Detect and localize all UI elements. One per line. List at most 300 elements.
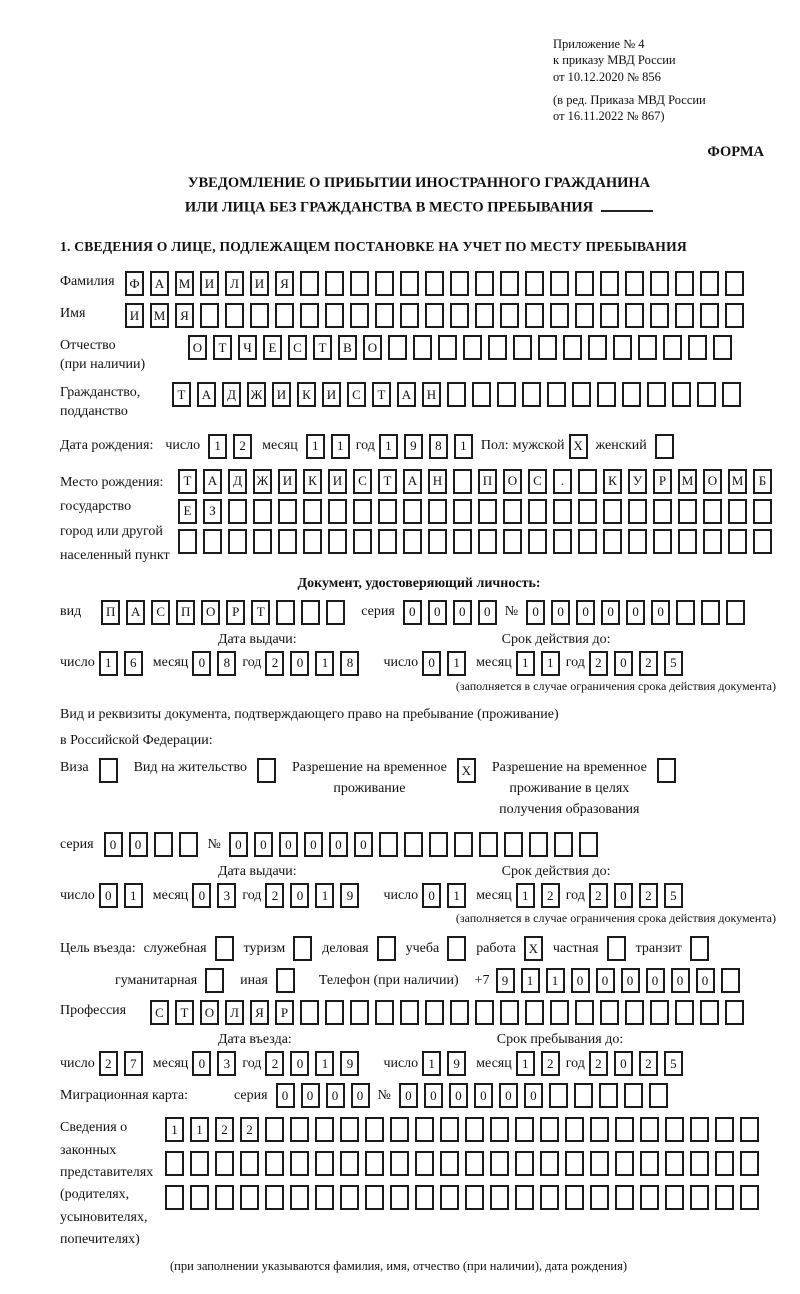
char-box[interactable]: 9: [496, 968, 515, 993]
char-box[interactable]: 0: [453, 600, 472, 625]
char-box[interactable]: 1: [541, 651, 560, 676]
char-box[interactable]: [578, 499, 597, 524]
char-box[interactable]: Я: [275, 271, 294, 296]
char-box[interactable]: 0: [621, 968, 640, 993]
char-box[interactable]: [553, 529, 572, 554]
char-box[interactable]: 0: [403, 600, 422, 625]
char-box[interactable]: [190, 1185, 209, 1210]
char-box[interactable]: 1: [422, 1051, 441, 1076]
identity-issue-month[interactable]: [192, 651, 236, 676]
char-box[interactable]: [447, 382, 466, 407]
char-box[interactable]: [365, 1117, 384, 1142]
char-box[interactable]: Ф: [125, 271, 144, 296]
char-box[interactable]: Д: [222, 382, 241, 407]
char-box[interactable]: [340, 1117, 359, 1142]
char-box[interactable]: С: [288, 335, 307, 360]
char-box[interactable]: [647, 382, 666, 407]
char-box[interactable]: У: [628, 469, 647, 494]
char-box[interactable]: [625, 271, 644, 296]
char-box[interactable]: С: [353, 469, 372, 494]
char-box[interactable]: [625, 303, 644, 328]
char-box[interactable]: 5: [664, 1051, 683, 1076]
char-box[interactable]: [575, 271, 594, 296]
char-box[interactable]: 2: [541, 883, 560, 908]
char-box[interactable]: Р: [653, 469, 672, 494]
char-box[interactable]: [549, 1083, 568, 1108]
char-box[interactable]: [447, 936, 466, 961]
char-box[interactable]: [340, 1151, 359, 1176]
char-box[interactable]: [478, 499, 497, 524]
char-box[interactable]: [725, 1000, 744, 1025]
char-box[interactable]: [638, 335, 657, 360]
char-box[interactable]: [453, 499, 472, 524]
identity-number-boxes[interactable]: [526, 600, 745, 625]
char-box[interactable]: [490, 1185, 509, 1210]
char-box[interactable]: 2: [265, 883, 284, 908]
purpose-private-checkbox[interactable]: [599, 936, 626, 961]
char-box[interactable]: [672, 382, 691, 407]
char-box[interactable]: [463, 335, 482, 360]
char-box[interactable]: [615, 1151, 634, 1176]
char-box[interactable]: [465, 1151, 484, 1176]
char-box[interactable]: [540, 1185, 559, 1210]
char-box[interactable]: Т: [378, 469, 397, 494]
residence-number-boxes[interactable]: [229, 832, 598, 857]
purpose-humanitarian-checkbox[interactable]: [197, 968, 224, 993]
char-box[interactable]: М: [150, 303, 169, 328]
char-box[interactable]: [553, 499, 572, 524]
char-box[interactable]: 8: [217, 651, 236, 676]
char-box[interactable]: [665, 1151, 684, 1176]
char-box[interactable]: [228, 529, 247, 554]
residence-permit-checkbox[interactable]: [247, 757, 276, 783]
char-box[interactable]: Т: [372, 382, 391, 407]
char-box[interactable]: [479, 832, 498, 857]
char-box[interactable]: 0: [696, 968, 715, 993]
char-box[interactable]: [690, 1151, 709, 1176]
phone-boxes[interactable]: [496, 968, 740, 993]
char-box[interactable]: [301, 600, 320, 625]
char-box[interactable]: [513, 335, 532, 360]
entry-month[interactable]: [192, 1051, 236, 1076]
char-box[interactable]: 0: [329, 832, 348, 857]
char-box[interactable]: [453, 469, 472, 494]
char-box[interactable]: [425, 303, 444, 328]
char-box[interactable]: 1: [516, 651, 535, 676]
char-box[interactable]: [325, 303, 344, 328]
char-box[interactable]: [725, 271, 744, 296]
char-box[interactable]: [753, 529, 772, 554]
char-box[interactable]: [550, 1000, 569, 1025]
char-box[interactable]: [525, 271, 544, 296]
char-box[interactable]: 2: [99, 1051, 118, 1076]
char-box[interactable]: 1: [99, 651, 118, 676]
char-box[interactable]: 0: [192, 883, 211, 908]
char-box[interactable]: [590, 1151, 609, 1176]
char-box[interactable]: 0: [304, 832, 323, 857]
char-box[interactable]: [578, 469, 597, 494]
char-box[interactable]: Д: [228, 469, 247, 494]
char-box[interactable]: [490, 1117, 509, 1142]
char-box[interactable]: [350, 303, 369, 328]
char-box[interactable]: 1: [306, 434, 325, 459]
char-box[interactable]: [365, 1185, 384, 1210]
char-box[interactable]: 0: [326, 1083, 345, 1108]
char-box[interactable]: [504, 832, 523, 857]
char-box[interactable]: А: [203, 469, 222, 494]
char-box[interactable]: 2: [639, 1051, 658, 1076]
char-box[interactable]: 0: [192, 651, 211, 676]
given-name-boxes[interactable]: [125, 303, 744, 328]
char-box[interactable]: [350, 1000, 369, 1025]
residence-issue-year[interactable]: [265, 883, 359, 908]
char-box[interactable]: Я: [250, 1000, 269, 1025]
representatives-row2[interactable]: [165, 1151, 759, 1176]
char-box[interactable]: [440, 1151, 459, 1176]
char-box[interactable]: [475, 271, 494, 296]
char-box[interactable]: Е: [263, 335, 282, 360]
char-box[interactable]: [657, 758, 676, 783]
char-box[interactable]: [240, 1151, 259, 1176]
char-box[interactable]: [726, 600, 745, 625]
birth-place-row3[interactable]: [178, 529, 772, 554]
char-box[interactable]: 0: [104, 832, 123, 857]
char-box[interactable]: 2: [265, 1051, 284, 1076]
char-box[interactable]: [565, 1117, 584, 1142]
char-box[interactable]: [265, 1151, 284, 1176]
sex-male-checkbox[interactable]: [569, 434, 588, 459]
char-box[interactable]: [678, 529, 697, 554]
char-box[interactable]: [472, 382, 491, 407]
char-box[interactable]: [453, 529, 472, 554]
representatives-row3[interactable]: [165, 1185, 759, 1210]
char-box[interactable]: [688, 335, 707, 360]
char-box[interactable]: О: [200, 1000, 219, 1025]
char-box[interactable]: [728, 529, 747, 554]
char-box[interactable]: [575, 303, 594, 328]
char-box[interactable]: 2: [541, 1051, 560, 1076]
char-box[interactable]: 9: [340, 1051, 359, 1076]
char-box[interactable]: 1: [124, 883, 143, 908]
char-box[interactable]: О: [703, 469, 722, 494]
char-box[interactable]: [429, 832, 448, 857]
char-box[interactable]: [300, 271, 319, 296]
char-box[interactable]: 2: [589, 883, 608, 908]
char-box[interactable]: [465, 1185, 484, 1210]
char-box[interactable]: [597, 382, 616, 407]
representatives-row1[interactable]: [165, 1117, 759, 1142]
char-box[interactable]: К: [297, 382, 316, 407]
char-box[interactable]: [415, 1185, 434, 1210]
char-box[interactable]: [465, 1117, 484, 1142]
char-box[interactable]: 6: [124, 651, 143, 676]
char-box[interactable]: С: [150, 1000, 169, 1025]
char-box[interactable]: [500, 271, 519, 296]
char-box[interactable]: 0: [422, 883, 441, 908]
char-box[interactable]: [440, 1117, 459, 1142]
char-box[interactable]: 8: [340, 651, 359, 676]
char-box[interactable]: 0: [279, 832, 298, 857]
char-box[interactable]: 0: [354, 832, 373, 857]
char-box[interactable]: 0: [551, 600, 570, 625]
char-box[interactable]: [378, 499, 397, 524]
residence-issue-day[interactable]: [99, 883, 143, 908]
char-box[interactable]: [603, 529, 622, 554]
char-box[interactable]: 0: [129, 832, 148, 857]
char-box[interactable]: .: [553, 469, 572, 494]
char-box[interactable]: [650, 1000, 669, 1025]
char-box[interactable]: [278, 499, 297, 524]
identity-expiry-day[interactable]: [422, 651, 466, 676]
char-box[interactable]: [179, 832, 198, 857]
char-box[interactable]: [525, 303, 544, 328]
char-box[interactable]: Н: [428, 469, 447, 494]
purpose-study-checkbox[interactable]: [439, 936, 466, 961]
char-box[interactable]: 0: [351, 1083, 370, 1108]
char-box[interactable]: [675, 303, 694, 328]
char-box[interactable]: [365, 1151, 384, 1176]
char-box[interactable]: 0: [614, 1051, 633, 1076]
char-box[interactable]: [450, 271, 469, 296]
char-box[interactable]: [215, 1185, 234, 1210]
char-box[interactable]: 0: [290, 651, 309, 676]
char-box[interactable]: [400, 303, 419, 328]
temp-residence-education-checkbox[interactable]: [647, 757, 676, 783]
temp-residence-checkbox[interactable]: [447, 757, 476, 783]
char-box[interactable]: [550, 303, 569, 328]
char-box[interactable]: [600, 303, 619, 328]
char-box[interactable]: Т: [313, 335, 332, 360]
char-box[interactable]: [715, 1185, 734, 1210]
char-box[interactable]: О: [201, 600, 220, 625]
char-box[interactable]: [624, 1083, 643, 1108]
char-box[interactable]: [655, 434, 674, 459]
char-box[interactable]: 2: [589, 1051, 608, 1076]
char-box[interactable]: 0: [524, 1083, 543, 1108]
char-box[interactable]: [253, 499, 272, 524]
char-box[interactable]: Ч: [238, 335, 257, 360]
char-box[interactable]: [574, 1083, 593, 1108]
char-box[interactable]: 5: [664, 651, 683, 676]
char-box[interactable]: [653, 529, 672, 554]
surname-boxes[interactable]: [125, 271, 744, 296]
char-box[interactable]: [99, 758, 118, 783]
char-box[interactable]: [257, 758, 276, 783]
char-box[interactable]: [438, 335, 457, 360]
char-box[interactable]: [390, 1151, 409, 1176]
char-box[interactable]: О: [503, 469, 522, 494]
char-box[interactable]: [628, 499, 647, 524]
char-box[interactable]: 2: [589, 651, 608, 676]
char-box[interactable]: [625, 1000, 644, 1025]
char-box[interactable]: [675, 1000, 694, 1025]
char-box[interactable]: 2: [233, 434, 252, 459]
char-box[interactable]: 1: [315, 1051, 334, 1076]
char-box[interactable]: [703, 499, 722, 524]
char-box[interactable]: [428, 529, 447, 554]
char-box[interactable]: [315, 1151, 334, 1176]
char-box[interactable]: [413, 335, 432, 360]
char-box[interactable]: [353, 499, 372, 524]
char-box[interactable]: [703, 529, 722, 554]
char-box[interactable]: [740, 1117, 759, 1142]
char-box[interactable]: [640, 1117, 659, 1142]
char-box[interactable]: 0: [99, 883, 118, 908]
char-box[interactable]: Р: [226, 600, 245, 625]
char-box[interactable]: А: [403, 469, 422, 494]
char-box[interactable]: [663, 335, 682, 360]
char-box[interactable]: [740, 1185, 759, 1210]
char-box[interactable]: 0: [478, 600, 497, 625]
birth-place-row2[interactable]: [178, 499, 772, 524]
purpose-official-checkbox[interactable]: [207, 936, 234, 961]
identity-issue-day[interactable]: [99, 651, 143, 676]
char-box[interactable]: [575, 1000, 594, 1025]
char-box[interactable]: А: [126, 600, 145, 625]
char-box[interactable]: 3: [217, 883, 236, 908]
char-box[interactable]: 0: [646, 968, 665, 993]
char-box[interactable]: Т: [175, 1000, 194, 1025]
identity-vid-boxes[interactable]: [101, 600, 345, 625]
char-box[interactable]: [478, 529, 497, 554]
char-box[interactable]: [315, 1117, 334, 1142]
char-box[interactable]: [600, 271, 619, 296]
char-box[interactable]: [415, 1117, 434, 1142]
char-box[interactable]: [650, 303, 669, 328]
char-box[interactable]: [503, 499, 522, 524]
char-box[interactable]: П: [101, 600, 120, 625]
identity-expiry-year[interactable]: [589, 651, 683, 676]
char-box[interactable]: [528, 499, 547, 524]
char-box[interactable]: А: [197, 382, 216, 407]
char-box[interactable]: [547, 382, 566, 407]
char-box[interactable]: [607, 936, 626, 961]
char-box[interactable]: [665, 1117, 684, 1142]
char-box[interactable]: [722, 382, 741, 407]
char-box[interactable]: [665, 1185, 684, 1210]
stay-month[interactable]: [516, 1051, 560, 1076]
char-box[interactable]: [378, 529, 397, 554]
char-box[interactable]: 7: [124, 1051, 143, 1076]
char-box[interactable]: [500, 1000, 519, 1025]
char-box[interactable]: [428, 499, 447, 524]
char-box[interactable]: [522, 382, 541, 407]
char-box[interactable]: К: [603, 469, 622, 494]
char-box[interactable]: [300, 303, 319, 328]
char-box[interactable]: Т: [213, 335, 232, 360]
identity-series-boxes[interactable]: [403, 600, 497, 625]
char-box[interactable]: Т: [251, 600, 270, 625]
citizenship-boxes[interactable]: [172, 382, 741, 407]
char-box[interactable]: [700, 271, 719, 296]
char-box[interactable]: И: [272, 382, 291, 407]
char-box[interactable]: [350, 271, 369, 296]
visa-checkbox[interactable]: [89, 757, 118, 783]
char-box[interactable]: [538, 335, 557, 360]
char-box[interactable]: [290, 1185, 309, 1210]
char-box[interactable]: 2: [240, 1117, 259, 1142]
char-box[interactable]: [599, 1083, 618, 1108]
char-box[interactable]: Л: [225, 1000, 244, 1025]
purpose-other-checkbox[interactable]: [268, 968, 295, 993]
char-box[interactable]: В: [338, 335, 357, 360]
char-box[interactable]: [400, 1000, 419, 1025]
char-box[interactable]: [200, 303, 219, 328]
char-box[interactable]: [253, 529, 272, 554]
char-box[interactable]: 0: [671, 968, 690, 993]
char-box[interactable]: Б: [753, 469, 772, 494]
char-box[interactable]: 2: [265, 651, 284, 676]
char-box[interactable]: [678, 499, 697, 524]
char-box[interactable]: [565, 1151, 584, 1176]
char-box[interactable]: [165, 1185, 184, 1210]
char-box[interactable]: [404, 832, 423, 857]
char-box[interactable]: [276, 600, 295, 625]
migration-number-boxes[interactable]: [399, 1083, 668, 1108]
char-box[interactable]: 2: [215, 1117, 234, 1142]
char-box[interactable]: [515, 1151, 534, 1176]
char-box[interactable]: 1: [379, 434, 398, 459]
char-box[interactable]: А: [397, 382, 416, 407]
char-box[interactable]: [315, 1185, 334, 1210]
char-box[interactable]: [701, 600, 720, 625]
char-box[interactable]: [403, 529, 422, 554]
identity-expiry-month[interactable]: [516, 651, 560, 676]
char-box[interactable]: 0: [614, 883, 633, 908]
char-box[interactable]: 1: [447, 651, 466, 676]
char-box[interactable]: [379, 832, 398, 857]
char-box[interactable]: [415, 1151, 434, 1176]
char-box[interactable]: [721, 968, 740, 993]
char-box[interactable]: [490, 1151, 509, 1176]
char-box[interactable]: [628, 529, 647, 554]
char-box[interactable]: Ж: [247, 382, 266, 407]
char-box[interactable]: X: [569, 434, 588, 459]
char-box[interactable]: 0: [254, 832, 273, 857]
char-box[interactable]: [713, 335, 732, 360]
char-box[interactable]: 0: [290, 883, 309, 908]
char-box[interactable]: З: [203, 499, 222, 524]
char-box[interactable]: 3: [217, 1051, 236, 1076]
char-box[interactable]: [529, 832, 548, 857]
char-box[interactable]: 0: [596, 968, 615, 993]
char-box[interactable]: [340, 1185, 359, 1210]
char-box[interactable]: 1: [208, 434, 227, 459]
char-box[interactable]: [450, 303, 469, 328]
purpose-work-checkbox[interactable]: [516, 936, 543, 961]
char-box[interactable]: [403, 499, 422, 524]
char-box[interactable]: [475, 303, 494, 328]
char-box[interactable]: 0: [301, 1083, 320, 1108]
char-box[interactable]: [528, 529, 547, 554]
char-box[interactable]: [525, 1000, 544, 1025]
char-box[interactable]: 0: [651, 600, 670, 625]
char-box[interactable]: 1: [521, 968, 540, 993]
char-box[interactable]: 0: [229, 832, 248, 857]
char-box[interactable]: 0: [474, 1083, 493, 1108]
char-box[interactable]: Е: [178, 499, 197, 524]
char-box[interactable]: [565, 1185, 584, 1210]
char-box[interactable]: [375, 1000, 394, 1025]
char-box[interactable]: [265, 1185, 284, 1210]
char-box[interactable]: [353, 529, 372, 554]
char-box[interactable]: [650, 271, 669, 296]
char-box[interactable]: [500, 303, 519, 328]
char-box[interactable]: 2: [639, 651, 658, 676]
char-box[interactable]: 0: [290, 1051, 309, 1076]
entry-day[interactable]: [99, 1051, 143, 1076]
char-box[interactable]: [475, 1000, 494, 1025]
